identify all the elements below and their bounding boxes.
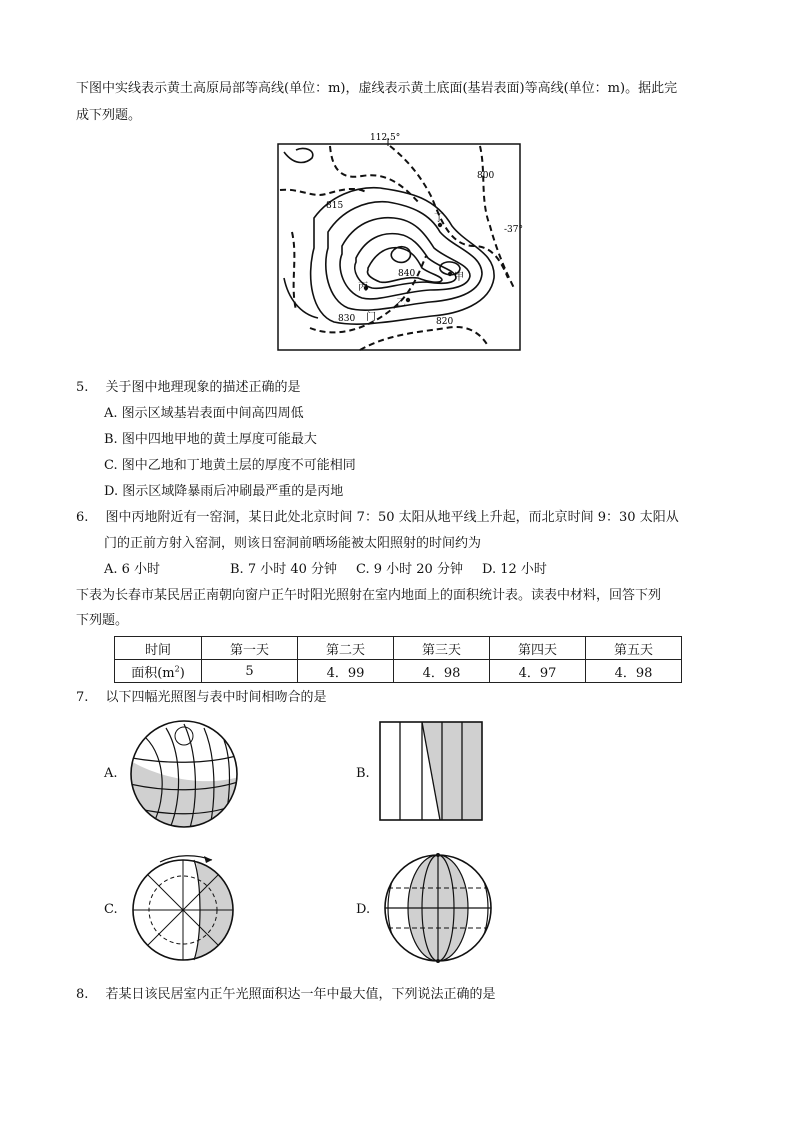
row-label: 面积$(m^2)$ <box>115 660 202 683</box>
table-header: 第五天 <box>586 637 682 660</box>
q5-option-b: B. 图中四地甲地的黄土厚度可能最大 <box>104 432 317 447</box>
table-header: 第四天 <box>490 637 586 660</box>
table-intro-1: 下表为长春市某民居正南朝向窗户正午时阳光照射在室内地面上的面积统计表。读表中材料，回答下列 <box>76 588 662 603</box>
q7-option-b-label: B. <box>356 766 370 781</box>
q5-option-d: D. 图示区域降暴雨后冲刷最严重的是丙地 <box>104 484 344 499</box>
q6-stem-2: 门的正前方射入窑洞，则该日窑洞前晒场能被太阳照射的时间约为 <box>104 536 482 551</box>
q8-stem: 8. 若某日该民居室内正午光照面积达一年中最大值，下列说法正确的是 <box>76 987 496 1002</box>
q7-stem: 7. 以下四幅光照图与表中时间相吻合的是 <box>76 690 327 705</box>
q5-option-c: C. 图中乙地和丁地黄土层的厚度不可能相同 <box>104 458 356 473</box>
table-row <box>115 660 682 683</box>
lat-label: -37° <box>504 225 523 235</box>
table-header-row <box>115 637 682 660</box>
table-header: 第二天 <box>298 637 394 660</box>
q6-option-a: A. 6 小时 <box>104 562 161 577</box>
q5-option-a: A. 图示区域基岩表面中间高四周低 <box>104 406 304 421</box>
table-cell: 4．97 <box>490 660 586 683</box>
table-header: 第一天 <box>202 637 298 660</box>
label-840: 840 <box>398 269 416 279</box>
lon-label: 112.5° <box>370 133 401 143</box>
table-cell: 4．99 <box>298 660 394 683</box>
globe-d <box>380 850 496 966</box>
q7-option-c-label: C. <box>104 902 118 917</box>
label-820: 820 <box>436 317 454 327</box>
q6-option-b: B. 7 小时 40 分钟 <box>230 562 338 577</box>
label-ding: 丁 <box>434 213 444 224</box>
area-table <box>114 636 682 683</box>
contour-map <box>270 128 526 358</box>
label-bing: 丙 <box>358 282 368 293</box>
q7-option-d-label: D. <box>356 902 371 917</box>
intro-line-1: 下图中实线表示黄土高原局部等高线(单位：m)，虚线表示黄土底面(基岩表面)等高线(单位：m)。据此完 <box>76 81 678 96</box>
intro-line-2: 成下列题。 <box>76 108 142 123</box>
label-830: 830 <box>338 314 356 324</box>
polar-globe-c <box>126 852 240 964</box>
point-yi <box>406 298 410 302</box>
table-intro-2: 下列题。 <box>76 613 129 628</box>
table-cell: 4．98 <box>394 660 490 683</box>
label-yi: 乙 <box>396 298 406 309</box>
rect-map-b <box>378 720 484 822</box>
q6-stem-1: 6. 图中丙地附近有一窑洞，某日此处北京时间 7：50 太阳从地平线上升起，而北京时间 9：30 太阳从 <box>76 510 679 525</box>
table-cell: 5 <box>202 660 298 683</box>
q5-stem: 5. 关于图中地理现象的描述正确的是 <box>76 380 301 395</box>
table-cell: 4．98 <box>586 660 682 683</box>
label-815: 815 <box>326 201 344 211</box>
globe-a <box>126 718 242 830</box>
q7-option-a-label: A. <box>104 766 118 781</box>
label-men: 门 <box>366 312 376 323</box>
point-jia <box>448 272 452 276</box>
q6-option-d: D. 12 小时 <box>482 562 547 577</box>
table-header: 第三天 <box>394 637 490 660</box>
label-800: 800 <box>477 171 495 181</box>
label-jia: 甲 <box>454 272 464 283</box>
table-header: 时间 <box>115 637 202 660</box>
q6-option-c: C. 9 小时 20 分钟 <box>356 562 463 577</box>
